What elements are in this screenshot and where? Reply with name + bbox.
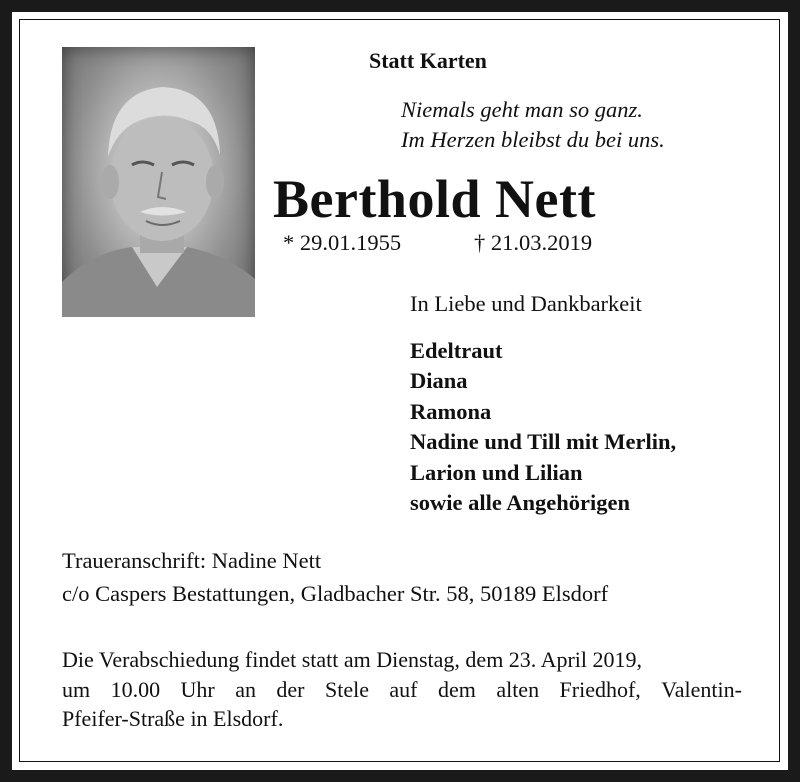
deceased-name: Berthold Nett [273,169,596,229]
mourning-address-line-2: c/o Caspers Bestattungen, Gladbacher Str. 58, 50189 Elsdorf [62,581,609,606]
notice-line-2 [62,675,742,705]
notice-word: 10.00 [110,676,161,702]
notice-word: Friedhof, [559,676,641,702]
notice-word: Valentin- [661,676,742,702]
notice-word: alten [496,676,540,702]
motto-line-1: Niemals geht man so ganz. [401,97,643,122]
birth-date: * 29.01.1955 [283,230,402,255]
family-member: Larion und Lilian [410,460,583,485]
notice-word: Uhr [180,676,215,702]
notice-word: der [276,676,305,702]
death-date: † 21.03.2019 [474,230,593,255]
notice-line-1: Die Verabschiedung findet statt am Dienstag, dem 23. April 2019, [62,647,643,672]
notice-word: an [235,676,256,702]
mourning-address-line-1: Traueranschrift: Nadine Nett [62,548,322,573]
family-member: Edeltraut [410,338,503,363]
statt-karten-label: Statt Karten [369,48,487,73]
notice-word: Stele [324,676,369,702]
notice-word: um [62,676,91,702]
family-member: Diana [410,368,468,393]
family-member: Nadine und Till mit Merlin, [410,429,677,454]
dedication-text: In Liebe und Dankbarkeit [410,291,642,316]
family-member: Ramona [410,399,492,424]
portrait-photo [62,47,255,317]
notice-word: dem [437,676,476,702]
notice-word: auf [389,676,418,702]
motto-line-2: Im Herzen bleibst du bei uns. [401,127,665,152]
farewell-notice [62,645,742,734]
family-member: sowie alle Angehörigen [410,490,630,515]
notice-line-3: Pfeifer-Straße in Elsdorf. [62,706,284,731]
